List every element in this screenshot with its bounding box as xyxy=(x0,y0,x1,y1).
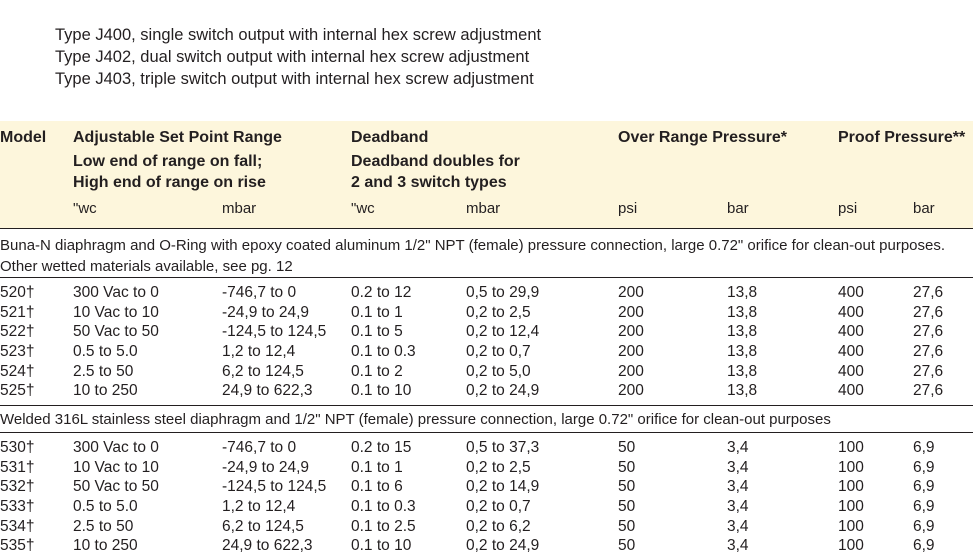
proof-psi-cell: 100 xyxy=(838,537,864,555)
over-bar-cell: 13,8 xyxy=(727,362,758,380)
table-header xyxy=(0,121,973,229)
proof-psi-cell: 400 xyxy=(838,362,864,380)
over-psi-cell: 200 xyxy=(618,323,644,341)
over-bar-cell: 3,4 xyxy=(727,498,749,516)
deadband-wc-cell: 0.1 to 10 xyxy=(351,537,412,555)
header-range-title: Adjustable Set Point Range xyxy=(73,129,282,146)
proof-bar-cell: 6,9 xyxy=(913,458,935,476)
proof-bar-cell: 6,9 xyxy=(913,478,935,496)
header-deadband-sub1: Deadband doubles for xyxy=(351,153,520,170)
header-model: Model xyxy=(0,129,47,146)
unit-deadband-mbar: mbar xyxy=(466,200,501,217)
range-wc-cell: 0.5 to 5.0 xyxy=(73,343,138,361)
proof-bar-cell: 27,6 xyxy=(913,382,944,400)
unit-over-bar: bar xyxy=(727,200,749,217)
proof-bar-cell: 27,6 xyxy=(913,323,944,341)
proof-psi-cell: 100 xyxy=(838,517,864,535)
deadband-mbar-cell: 0,2 to 6,2 xyxy=(466,517,531,535)
section-rows-stainless xyxy=(0,438,973,556)
proof-psi-cell: 100 xyxy=(838,439,864,456)
proof-psi-cell: 100 xyxy=(838,478,864,496)
deadband-wc-cell: 0.2 to 15 xyxy=(351,439,412,456)
deadband-mbar-cell: 0,2 to 24,9 xyxy=(466,382,540,400)
range-mbar-cell: -24,9 to 24,9 xyxy=(222,458,310,476)
model-cell: 523† xyxy=(0,343,35,361)
model-cell: 530† xyxy=(0,439,35,456)
deadband-mbar-cell: 0,2 to 14,9 xyxy=(466,478,540,496)
range-wc-cell: 0.5 to 5.0 xyxy=(73,498,138,516)
deadband-wc-cell: 0.2 to 12 xyxy=(351,284,412,301)
deadband-mbar-cell: 0,2 to 12,4 xyxy=(466,323,540,341)
model-cell: 532† xyxy=(0,478,35,496)
proof-psi-cell: 400 xyxy=(838,284,864,301)
range-wc-cell: 2.5 to 50 xyxy=(73,517,134,535)
model-cell: 534† xyxy=(0,517,35,535)
over-psi-cell: 50 xyxy=(618,439,636,456)
deadband-mbar-cell: 0,2 to 2,5 xyxy=(466,303,531,321)
over-psi-cell: 200 xyxy=(618,343,644,361)
over-bar-cell: 3,4 xyxy=(727,537,749,555)
model-cell: 524† xyxy=(0,362,35,380)
model-cell: 525† xyxy=(0,382,35,400)
unit-proof-psi: psi xyxy=(838,200,858,217)
over-bar-cell: 13,8 xyxy=(727,343,758,361)
over-psi-cell: 50 xyxy=(618,498,636,516)
table-row xyxy=(0,303,973,323)
over-bar-cell: 13,8 xyxy=(727,323,758,341)
range-wc-cell: 10 Vac to 10 xyxy=(73,458,159,476)
deadband-wc-cell: 0.1 to 0.3 xyxy=(351,343,416,361)
range-mbar-cell: -24,9 to 24,9 xyxy=(222,303,310,321)
over-bar-cell: 3,4 xyxy=(727,478,749,496)
range-wc-cell: 2.5 to 50 xyxy=(73,362,134,380)
range-mbar-cell: 24,9 to 622,3 xyxy=(222,537,313,555)
table-row xyxy=(0,362,973,382)
over-psi-cell: 50 xyxy=(618,458,636,476)
over-psi-cell: 200 xyxy=(618,362,644,380)
deadband-wc-cell: 0.1 to 1 xyxy=(351,458,403,476)
header-over-range: Over Range Pressure* xyxy=(618,129,787,146)
proof-psi-cell: 400 xyxy=(838,303,864,321)
section-divider xyxy=(0,432,973,433)
header-proof: Proof Pressure** xyxy=(838,129,966,146)
model-cell: 520† xyxy=(0,284,35,301)
proof-bar-cell: 6,9 xyxy=(913,537,935,555)
table-row xyxy=(0,458,973,478)
section-note-stainless: Welded 316L stainless steel diaphragm and 1/2" NPT (female) pressure connection, large 0.72" orifice for clean-out purposes xyxy=(0,411,831,428)
over-psi-cell: 200 xyxy=(618,303,644,321)
proof-psi-cell: 400 xyxy=(838,382,864,400)
over-bar-cell: 3,4 xyxy=(727,517,749,535)
range-wc-cell: 10 to 250 xyxy=(73,382,138,400)
over-psi-cell: 200 xyxy=(618,382,644,400)
deadband-wc-cell: 0.1 to 1 xyxy=(351,303,403,321)
over-bar-cell: 13,8 xyxy=(727,284,758,301)
model-cell: 533† xyxy=(0,498,35,516)
deadband-wc-cell: 0.1 to 0.3 xyxy=(351,498,416,516)
deadband-wc-cell: 0.1 to 10 xyxy=(351,382,412,400)
deadband-mbar-cell: 0,2 to 24,9 xyxy=(466,537,540,555)
range-mbar-cell: -124,5 to 124,5 xyxy=(222,478,327,496)
deadband-mbar-cell: 0,2 to 5,0 xyxy=(466,362,531,380)
over-bar-cell: 13,8 xyxy=(727,303,758,321)
header-range-sub2: High end of range on rise xyxy=(73,174,266,191)
proof-bar-cell: 6,9 xyxy=(913,498,935,516)
range-mbar-cell: 24,9 to 622,3 xyxy=(222,382,313,400)
range-wc-cell: 50 Vac to 50 xyxy=(73,478,159,496)
proof-bar-cell: 27,6 xyxy=(913,362,944,380)
range-mbar-cell: -124,5 to 124,5 xyxy=(222,323,327,341)
table-row xyxy=(0,322,973,342)
proof-bar-cell: 27,6 xyxy=(913,284,944,301)
range-mbar-cell: -746,7 to 0 xyxy=(222,284,297,301)
proof-psi-cell: 400 xyxy=(838,323,864,341)
deadband-wc-cell: 0.1 to 2.5 xyxy=(351,517,416,535)
type-j403-text: Type J403, triple switch output with internal hex screw adjustment xyxy=(55,70,534,88)
deadband-wc-cell: 0.1 to 2 xyxy=(351,362,403,380)
over-psi-cell: 50 xyxy=(618,537,636,555)
proof-psi-cell: 100 xyxy=(838,498,864,516)
model-cell: 522† xyxy=(0,323,35,341)
table-row xyxy=(0,477,973,497)
table-row xyxy=(0,497,973,517)
over-psi-cell: 50 xyxy=(618,478,636,496)
deadband-wc-cell: 0.1 to 5 xyxy=(351,323,403,341)
header-deadband-title: Deadband xyxy=(351,129,429,146)
table-row xyxy=(0,381,973,401)
table-row xyxy=(0,438,973,458)
deadband-mbar-cell: 0,2 to 0,7 xyxy=(466,498,531,516)
header-range-sub1: Low end of range on fall; xyxy=(73,153,263,170)
range-wc-cell: 10 to 250 xyxy=(73,537,138,555)
deadband-mbar-cell: 0,5 to 29,9 xyxy=(466,284,540,301)
over-bar-cell: 13,8 xyxy=(727,382,758,400)
range-wc-cell: 50 Vac to 50 xyxy=(73,323,159,341)
proof-bar-cell: 6,9 xyxy=(913,517,935,535)
unit-proof-bar: bar xyxy=(913,200,935,217)
unit-range-wc: "wc xyxy=(73,200,97,217)
section-divider xyxy=(0,277,973,278)
header-deadband-sub2: 2 and 3 switch types xyxy=(351,174,507,191)
range-wc-cell: 10 Vac to 10 xyxy=(73,303,159,321)
type-descriptions xyxy=(55,24,541,90)
type-j402-text: Type J402, dual switch output with internal hex screw adjustment xyxy=(55,48,530,66)
deadband-mbar-cell: 0,5 to 37,3 xyxy=(466,439,540,456)
unit-deadband-wc: "wc xyxy=(351,200,375,217)
range-wc-cell: 300 Vac to 0 xyxy=(73,439,159,456)
proof-bar-cell: 27,6 xyxy=(913,303,944,321)
proof-psi-cell: 400 xyxy=(838,343,864,361)
proof-bar-cell: 27,6 xyxy=(913,343,944,361)
range-mbar-cell: 1,2 to 12,4 xyxy=(222,498,296,516)
over-bar-cell: 3,4 xyxy=(727,439,749,456)
table-row xyxy=(0,342,973,362)
model-cell: 521† xyxy=(0,303,35,321)
proof-bar-cell: 6,9 xyxy=(913,439,935,456)
section-note-buna: Buna-N diaphragm and O-Ring with epoxy coated aluminum 1/2" NPT (female) pressure connection, large 0.72" orifice for clean-out purposes. Other wetted materials available, see pg. 12 xyxy=(0,237,946,275)
model-cell: 535† xyxy=(0,537,35,555)
table-row xyxy=(0,517,973,537)
section-rows-buna xyxy=(0,283,973,401)
range-mbar-cell: 1,2 to 12,4 xyxy=(222,343,296,361)
section-divider xyxy=(0,405,973,406)
deadband-mbar-cell: 0,2 to 0,7 xyxy=(466,343,531,361)
deadband-mbar-cell: 0,2 to 2,5 xyxy=(466,458,531,476)
table-row xyxy=(0,283,973,303)
over-psi-cell: 50 xyxy=(618,517,636,535)
range-mbar-cell: 6,2 to 124,5 xyxy=(222,362,304,380)
unit-range-mbar: mbar xyxy=(222,200,257,217)
table-row xyxy=(0,536,973,556)
over-bar-cell: 3,4 xyxy=(727,458,749,476)
range-mbar-cell: -746,7 to 0 xyxy=(222,439,297,456)
model-cell: 531† xyxy=(0,458,35,476)
deadband-wc-cell: 0.1 to 6 xyxy=(351,478,403,496)
proof-psi-cell: 100 xyxy=(838,458,864,476)
unit-over-psi: psi xyxy=(618,200,638,217)
range-mbar-cell: 6,2 to 124,5 xyxy=(222,517,304,535)
type-j400-text: Type J400, single switch output with internal hex screw adjustment xyxy=(55,26,542,44)
over-psi-cell: 200 xyxy=(618,284,644,301)
range-wc-cell: 300 Vac to 0 xyxy=(73,284,159,301)
